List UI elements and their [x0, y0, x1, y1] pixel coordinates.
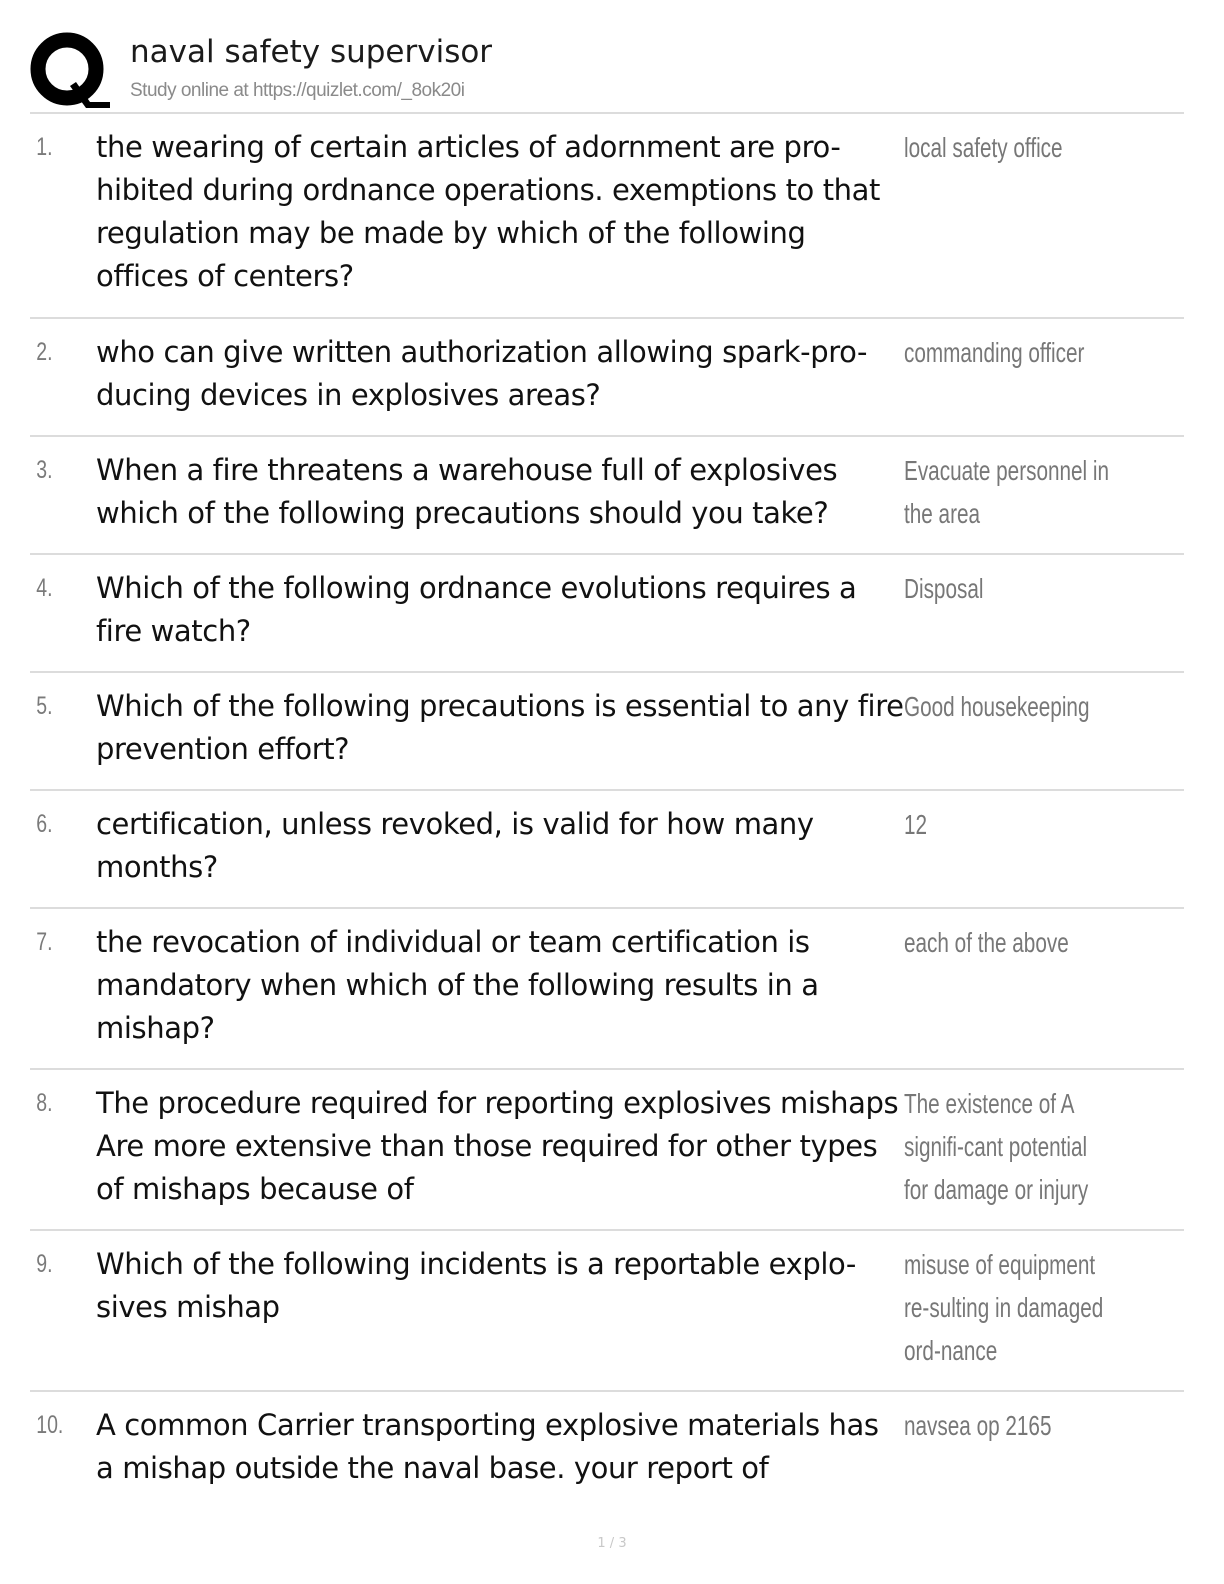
flashcard-row [30, 1231, 1184, 1392]
card-term: who can give written authorization allowing spark-pro-ducing devices in explosives areas? [96, 335, 868, 412]
card-definition: each of the above [904, 927, 1069, 958]
page-number: 1 / 3 [597, 1536, 627, 1551]
card-number: 10. [36, 1411, 64, 1439]
card-number: 3. [36, 456, 53, 484]
card-term: A common Carrier transporting explosive materials has a mishap outside the naval base. your report of [96, 1408, 879, 1485]
flashcard-row [30, 555, 1184, 673]
card-term: The procedure required for reporting explosives mishaps Are more extensive than those required for other types of mishaps because of [96, 1086, 899, 1206]
card-term: Which of the following ordnance evolutions requires a fire watch? [96, 571, 857, 648]
card-number: 1. [36, 133, 53, 161]
card-number: 6. [36, 810, 53, 838]
flashcard-row [30, 319, 1184, 437]
card-definition: Good housekeeping [904, 691, 1090, 722]
flashcard-row [30, 1070, 1184, 1231]
card-definition: local safety office [904, 132, 1063, 163]
card-term: the wearing of certain articles of adornment are pro-hibited during ordnance operations. exemptions to that regulation may be made by which of the following offices of centers? [96, 130, 880, 293]
quizlet-logo-icon [30, 32, 110, 110]
page-header [30, 28, 1184, 114]
card-definition: The existence of A signifi-cant potential for damage or injury [904, 1088, 1089, 1205]
card-term: Which of the following precautions is essential to any fire prevention effort? [96, 689, 904, 766]
flashcard-row [30, 437, 1184, 555]
card-number: 5. [36, 692, 53, 720]
flashcard-row [30, 791, 1184, 909]
flashcard-row [30, 114, 1184, 319]
card-definition: Disposal [904, 573, 984, 604]
study-online-link[interactable]: Study online at https://quizlet.com/_8ok20i [130, 80, 465, 101]
card-term: Which of the following incidents is a reportable explo-sives mishap [96, 1247, 856, 1324]
card-number: 9. [36, 1250, 53, 1278]
flashcard-row [30, 909, 1184, 1070]
card-definition: misuse of equipment re-sulting in damaged ord-nance [904, 1249, 1104, 1366]
card-term: the revocation of individual or team certification is mandatory when which of the following results in a mishap? [96, 925, 819, 1045]
page-title: naval safety supervisor [130, 34, 493, 70]
card-term: certification, unless revoked, is valid for how many months? [96, 807, 814, 884]
card-number: 7. [36, 928, 53, 956]
flashcard-row [30, 673, 1184, 791]
card-number: 4. [36, 574, 53, 602]
card-definition: 12 [904, 809, 928, 840]
card-definition: commanding officer [904, 337, 1085, 368]
flashcard-row [30, 1392, 1184, 1502]
card-definition: Evacuate personnel in the area [904, 455, 1110, 529]
card-term: When a fire threatens a warehouse full of explosives which of the following precautions should you take? [96, 453, 838, 530]
card-number: 8. [36, 1089, 53, 1117]
flashcard-list [30, 114, 1184, 1502]
card-definition: navsea op 2165 [904, 1410, 1052, 1441]
card-number: 2. [36, 338, 53, 366]
